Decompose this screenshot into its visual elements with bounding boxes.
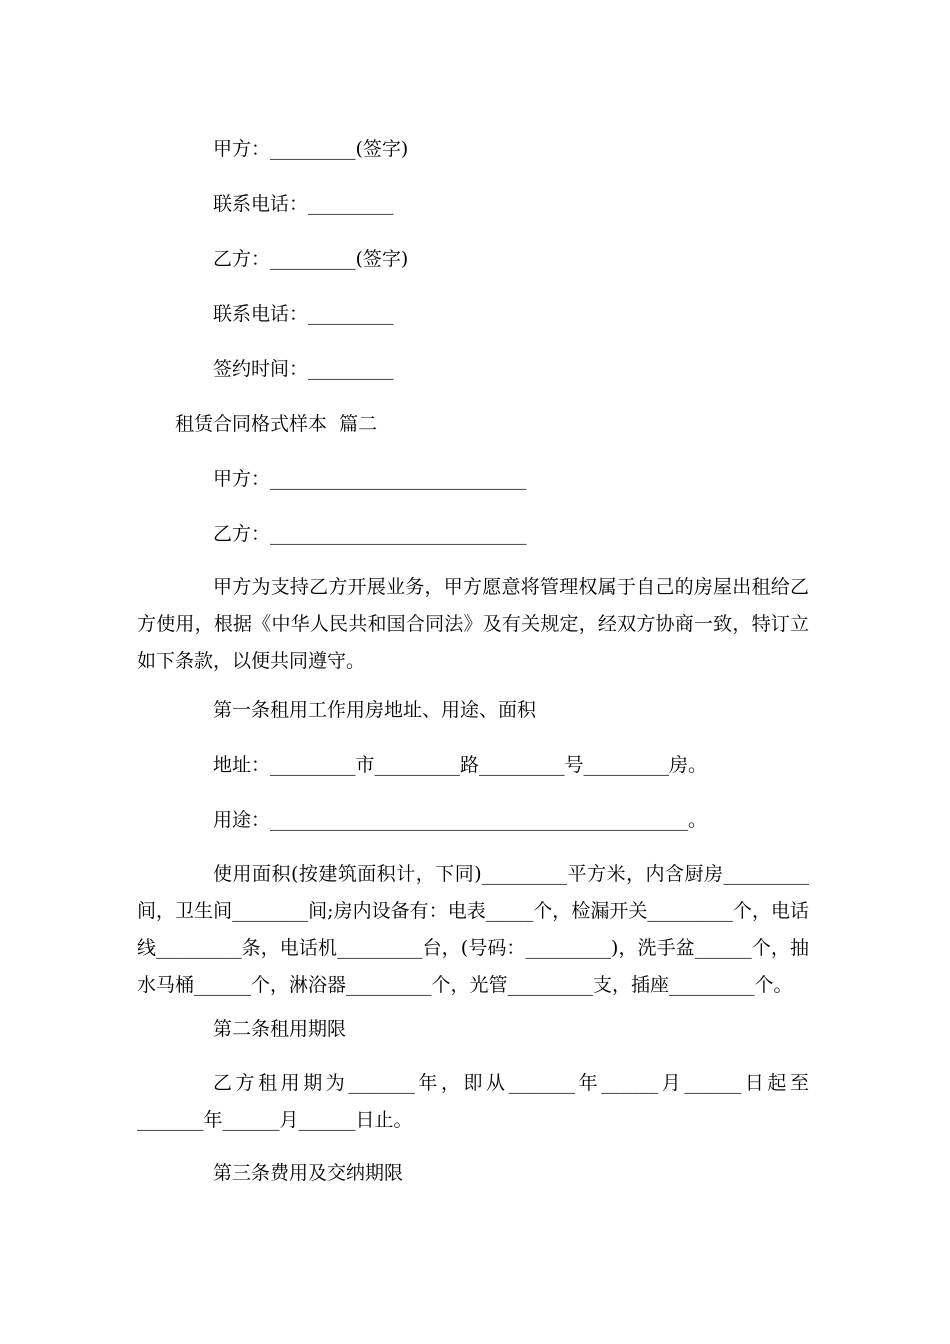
article-2-title: 第二条租用期限 bbox=[213, 1018, 347, 1040]
area-paragraph: 使用面积(按建筑面积计，下同)_________平方米，内含厨房_________间，卫生间________间;房内设备有：电表_____个，检漏开关_________个，电话线_________条，电话机_________台，(号码：_________)，洗手盆______个，抽水马桶______个，淋浴器_________个，光管_________支，插座_________个。 bbox=[137, 863, 809, 996]
sign-date-line: 签约时间：_________ bbox=[213, 358, 394, 380]
party-b-phone-line: 联系电话：_________ bbox=[213, 303, 394, 325]
article-3-title: 第三条费用及交纳期限 bbox=[213, 1162, 404, 1184]
article-1-title: 第一条租用工作用房地址、用途、面积 bbox=[213, 699, 537, 721]
party-a-signature-line: 甲方：_________(签字) bbox=[213, 138, 409, 160]
party-a-phone-line: 联系电话：_________ bbox=[213, 193, 394, 215]
usage-line: 用途：____________________________________________。 bbox=[213, 809, 708, 831]
term-paragraph: 乙方租用期为_______年，即从_______年______月______日起至_______年______月______日止。 bbox=[137, 1072, 809, 1131]
party-a-line: 甲方：___________________________ bbox=[213, 468, 527, 490]
party-b-line: 乙方：___________________________ bbox=[213, 523, 527, 545]
party-b-signature-line: 乙方：_________(签字) bbox=[213, 248, 409, 270]
address-line: 地址：_________市_________路_________号_________房。 bbox=[213, 754, 708, 776]
intro-paragraph: 甲方为支持乙方开展业务，甲方愿意将管理权属于自己的房屋出租给乙方使用，根据《中华人民共和国合同法》及有关规定，经双方协商一致，特订立如下条款，以便共同遵守。 bbox=[137, 576, 809, 672]
section-title: 租赁合同格式样本 篇二 bbox=[175, 413, 378, 435]
